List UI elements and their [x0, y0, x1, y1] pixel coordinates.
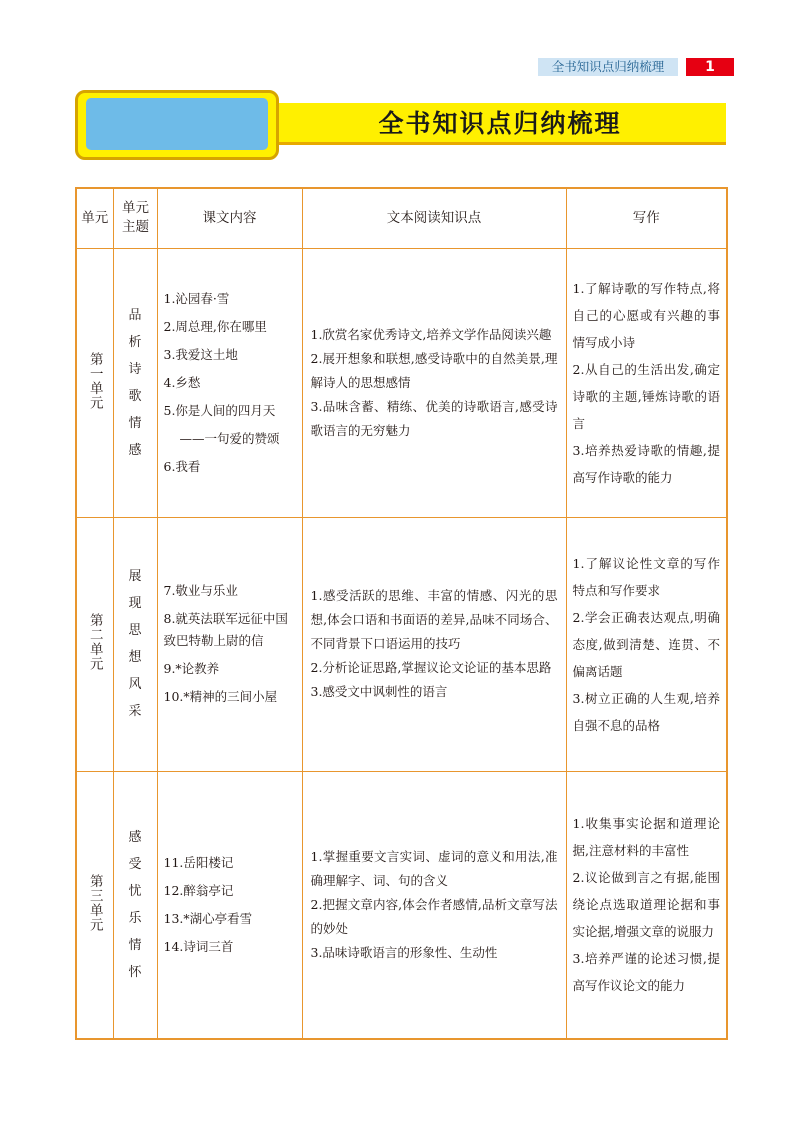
theme-cell	[113, 517, 157, 771]
writing-point: 3.树立正确的人生观,培养自强不息的品格	[572, 690, 720, 733]
reading-point: 2.把握文章内容,体会作者感情,品析文章写法的妙处	[310, 896, 558, 936]
reading-point: 1.欣赏名家优秀诗文,培养文学作品阅读兴趣	[310, 326, 552, 342]
writing-point: 1.了解议论性文章的写作特点和写作要求	[572, 555, 720, 598]
lesson-item: 5.你是人间的四月天	[163, 402, 276, 418]
lesson-item: 12.醉翁亭记	[163, 882, 234, 898]
lesson-item: 3.我爱这土地	[163, 346, 238, 362]
reading-point: 2.展开想象和联想,感受诗歌中的自然美景,理解诗人的思想感情	[310, 350, 558, 390]
writing-point: 3.培养热爱诗歌的情趣,提高写作诗歌的能力	[572, 442, 720, 485]
lesson-item: 11.岳阳楼记	[163, 854, 234, 870]
writing-point: 1.收集事实论据和道理论据,注意材料的丰富性	[572, 816, 720, 859]
header-writing: 写作	[566, 188, 727, 248]
reading-cell	[302, 517, 566, 771]
writing-cell	[566, 517, 727, 771]
writing-cell	[566, 771, 727, 1039]
lesson-item: 4.乡愁	[163, 374, 201, 390]
lesson-item: 2.周总理,你在哪里	[163, 318, 267, 334]
reading-point: 3.感受文中讽刺性的语言	[310, 684, 448, 699]
writing-point: 2.议论做到言之有据,能围绕论点选取道理论据和事实论据,增强文章的说服力	[572, 870, 720, 940]
header-reading: 文本阅读知识点	[302, 188, 566, 248]
unit-cell	[76, 248, 113, 517]
unit-cell	[76, 771, 113, 1039]
unit-label: 第三单元	[86, 873, 103, 932]
unit-label: 第一单元	[86, 351, 103, 410]
lesson-item: 8.就英法联军远征中国致巴特勒上尉的信	[163, 611, 288, 648]
writing-point: 3.培养严谨的论述习惯,提高写作议论文的能力	[572, 951, 720, 994]
writing-cell	[566, 248, 727, 517]
reading-cell	[302, 248, 566, 517]
header-theme: 单元主题	[113, 188, 157, 248]
lesson-item: 13.*湖心亭看雪	[163, 910, 253, 926]
page-title: 全书知识点归纳梳理	[378, 109, 622, 138]
running-header-title: 全书知识点归纳梳理	[538, 58, 678, 76]
page-number: 1	[686, 58, 734, 76]
knowledge-table	[75, 187, 728, 1040]
lesson-item: 6.我看	[163, 458, 201, 474]
reading-point: 1.感受活跃的思维、丰富的情感、闪光的思想,体会口语和书面语的差异,品味不同场合、不同背景下口语运用的技巧	[310, 588, 558, 651]
table-row	[76, 771, 727, 1039]
unit-label: 第二单元	[86, 613, 103, 671]
lesson-item: 14.诗词三首	[163, 938, 234, 954]
reading-point: 3.品味诗歌语言的形象性、生动性	[310, 944, 498, 960]
writing-point: 1.了解诗歌的写作特点,将自己的心愿或有兴趣的事情写成小诗	[572, 280, 720, 350]
unit-theme: 感受忧乐情怀	[128, 829, 142, 980]
unit-theme: 展现思想风采	[128, 569, 142, 719]
header-lessons: 课文内容	[157, 188, 302, 248]
writing-point: 2.学会正确表达观点,明确态度,做到清楚、连贯、不偏离话题	[572, 609, 720, 679]
lesson-subtitle: ——一句爱的赞颂	[179, 430, 280, 446]
title-banner-decoration	[86, 98, 268, 150]
unit-cell	[76, 517, 113, 771]
reading-point: 1.掌握重要文言实词、虚词的意义和用法,准确理解字、词、句的含义	[310, 848, 558, 888]
header-unit: 单元	[76, 188, 113, 248]
table-row	[76, 517, 727, 771]
lesson-item: 1.沁园春·雪	[163, 290, 230, 306]
lessons-cell	[157, 771, 302, 1039]
table-header-row	[76, 188, 727, 248]
reading-point: 3.品味含蓄、精练、优美的诗歌语言,感受诗歌语言的无穷魅力	[310, 398, 558, 438]
reading-cell	[302, 771, 566, 1039]
writing-point: 2.从自己的生活出发,确定诗歌的主题,锤炼诗歌的语言	[572, 361, 720, 431]
table-row	[76, 248, 727, 517]
unit-theme: 品析诗歌情感	[128, 307, 142, 458]
lesson-item: 10.*精神的三间小屋	[163, 689, 278, 704]
theme-cell	[113, 248, 157, 517]
lessons-cell	[157, 248, 302, 517]
lesson-item: 9.*论教养	[163, 661, 220, 676]
lessons-cell	[157, 517, 302, 771]
running-header	[538, 58, 734, 76]
theme-cell	[113, 771, 157, 1039]
lesson-item: 7.敬业与乐业	[163, 583, 238, 598]
reading-point: 2.分析论证思路,掌握议论文论证的基本思路	[310, 660, 552, 675]
